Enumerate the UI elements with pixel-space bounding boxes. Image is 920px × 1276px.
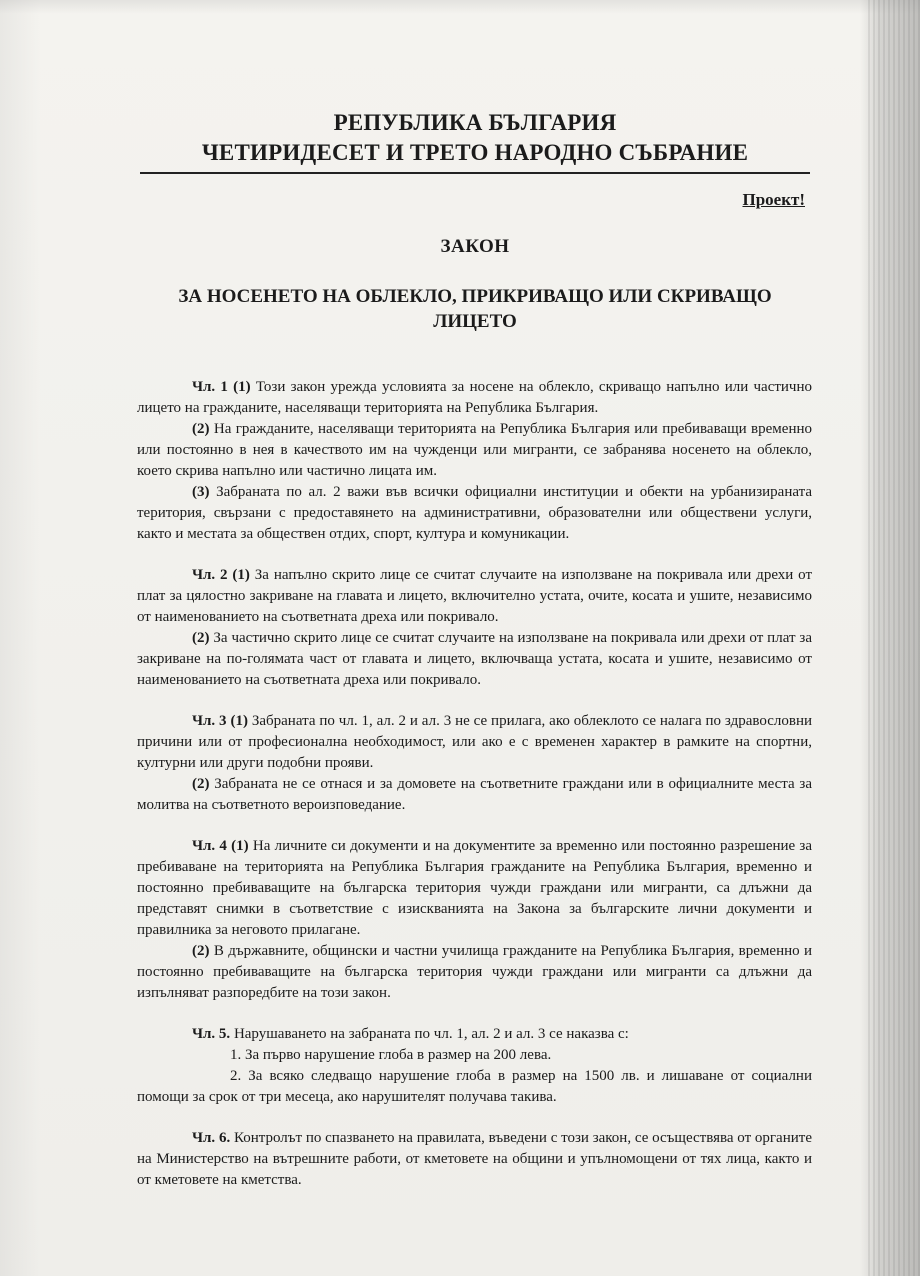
paragraph-text: В държавните, общински и частни училища гражданите на Република България, временно и постоянно пребиваващите на българска територия чужди граждани или мигранти са длъжни да изпълняват разпоредбите на този закон. xyxy=(137,943,812,1001)
paragraph-number: (2) xyxy=(192,943,210,959)
paragraph-number: (1) xyxy=(230,713,248,729)
header-rule xyxy=(140,172,810,174)
scan-shadow-top xyxy=(0,0,920,14)
article-5-item-1: 1. За първо нарушение глоба в размер на 200 лева. xyxy=(230,1047,552,1063)
paragraph-text: За напълно скрито лице се считат случаите на използване на покривала или дрехи от плат за цялостно закриване на главата и лицето, включително устата, очите, косата и ушите, независимо от наименованието на съответната дреха или покривало. xyxy=(137,567,813,625)
paragraph-text: Забраната по чл. 1, ал. 2 и ал. 3 не се прилага, ако облеклото се налага по здравословни причини или от професионална необходимост, или ако е с временен характер в рамките на спортни, културни или други подобни прояви. xyxy=(137,713,812,771)
header-line-assembly: ЧЕТИРИДЕСЕТ И ТРЕТО НАРОДНО СЪБРАНИЕ xyxy=(201,140,749,165)
spacer xyxy=(137,1004,812,1024)
article-5-item-2: 2. За всяко следващо нарушение глоба в размер на 1500 лв. и лишаване от социални помощи за срок от три месеца, ако нарушителят получава такива. xyxy=(137,1068,812,1105)
paragraph-text: Този закон урежда условията за носене на облекло, скриващо напълно или частично лицето на гражданите, населяващи територията на Република България. xyxy=(137,379,813,416)
paragraph-number: (1) xyxy=(232,567,250,583)
spacer xyxy=(137,1108,812,1128)
article-6 xyxy=(137,1128,812,1191)
paragraph-number: (2) xyxy=(192,776,210,792)
law-title: ЗАКОН xyxy=(440,236,510,257)
article-5-label: Чл. 5. xyxy=(192,1026,231,1042)
spacer xyxy=(137,691,812,711)
paragraph-number: (1) xyxy=(231,838,249,854)
spacer xyxy=(137,545,812,565)
paragraph-number: (2) xyxy=(192,421,210,437)
article-3-label: Чл. 3 xyxy=(192,713,227,729)
document-header xyxy=(140,108,810,174)
header-line-republic: РЕПУБЛИКА БЪЛГАРИЯ xyxy=(333,110,617,135)
article-3-paragraph-1 xyxy=(137,711,812,774)
paragraph-text: Забраната по ал. 2 важи във всички официални институции и обекти на урбанизираната територия, свързани с предоставянето на административни, образователни или обществени услуги, както и местата за обществен отдих, спорт, култура и комуникации. xyxy=(137,484,813,542)
paragraph-text: За частично скрито лице се считат случаите на използване на покривала или дрехи от плат за закриване на по-голямата част от главата и лицето, включваща устата, косата и ушите, независимо от наименованието на съответната дреха или покривало. xyxy=(137,630,812,688)
law-body xyxy=(137,377,812,1191)
law-subtitle: ЗА НОСЕНЕТО НА ОБЛЕКЛО, ПРИКРИВАЩО ИЛИ СКРИВАЩО ЛИЦЕТО xyxy=(178,286,772,332)
article-1-paragraph-1 xyxy=(137,377,812,419)
article-3-paragraph-2 xyxy=(137,774,812,816)
draft-label: Проект! xyxy=(742,190,805,209)
article-4-label: Чл. 4 xyxy=(192,838,227,854)
article-4-paragraph-2 xyxy=(137,941,812,1004)
paragraph-number: (2) xyxy=(192,630,210,646)
paragraph-text: На личните си документи и на документите за временно или постоянно разрешение за пребиваване на територията на Република България гражданите на Република България, временно и постоянно пребиваващите на българска територия чужди граждани или мигранти, са длъжни да представят снимки в съответствие с изискванията на Закона за българските лични документи и правилника за неговото прилагане. xyxy=(137,838,812,938)
paragraph-text: Контролът по спазването на правилата, въведени с този закон, се осъществява от органите на Министерство на вътрешните работи, от кметовете на общини и упълномощени от тях лица, както и от кметовете на кметства. xyxy=(137,1130,812,1188)
article-2-label: Чл. 2 xyxy=(192,567,228,583)
article-2-paragraph-2 xyxy=(137,628,812,691)
article-6-label: Чл. 6. xyxy=(192,1130,231,1146)
article-1-label: Чл. 1 xyxy=(192,379,228,395)
paragraph-number: (3) xyxy=(192,484,210,500)
paragraph-text: Нарушаването на забраната по чл. 1, ал. 2 и ал. 3 се наказва с: xyxy=(233,1026,629,1042)
article-1-paragraph-2 xyxy=(137,419,812,482)
scan-shadow-left xyxy=(0,0,40,1276)
scan-shadow-right xyxy=(868,0,920,1276)
article-4-paragraph-1 xyxy=(137,836,812,941)
article-2-paragraph-1 xyxy=(137,565,812,628)
paragraph-text: На гражданите, населяващи територията на Република България или пребиваващи временно или постоянно в нея в качеството им на чужденци или мигранти, се забранява носенето на облекло, което скрива напълно или частично лицата им. xyxy=(137,421,812,479)
article-5 xyxy=(137,1024,812,1045)
spacer xyxy=(137,816,812,836)
article-1-paragraph-3 xyxy=(137,482,812,545)
paragraph-text: Забраната не се отнася и за домовете на съответните граждани или в официалните места за молитва на съответното вероизповедание. xyxy=(137,776,813,813)
paragraph-number: (1) xyxy=(233,379,251,395)
